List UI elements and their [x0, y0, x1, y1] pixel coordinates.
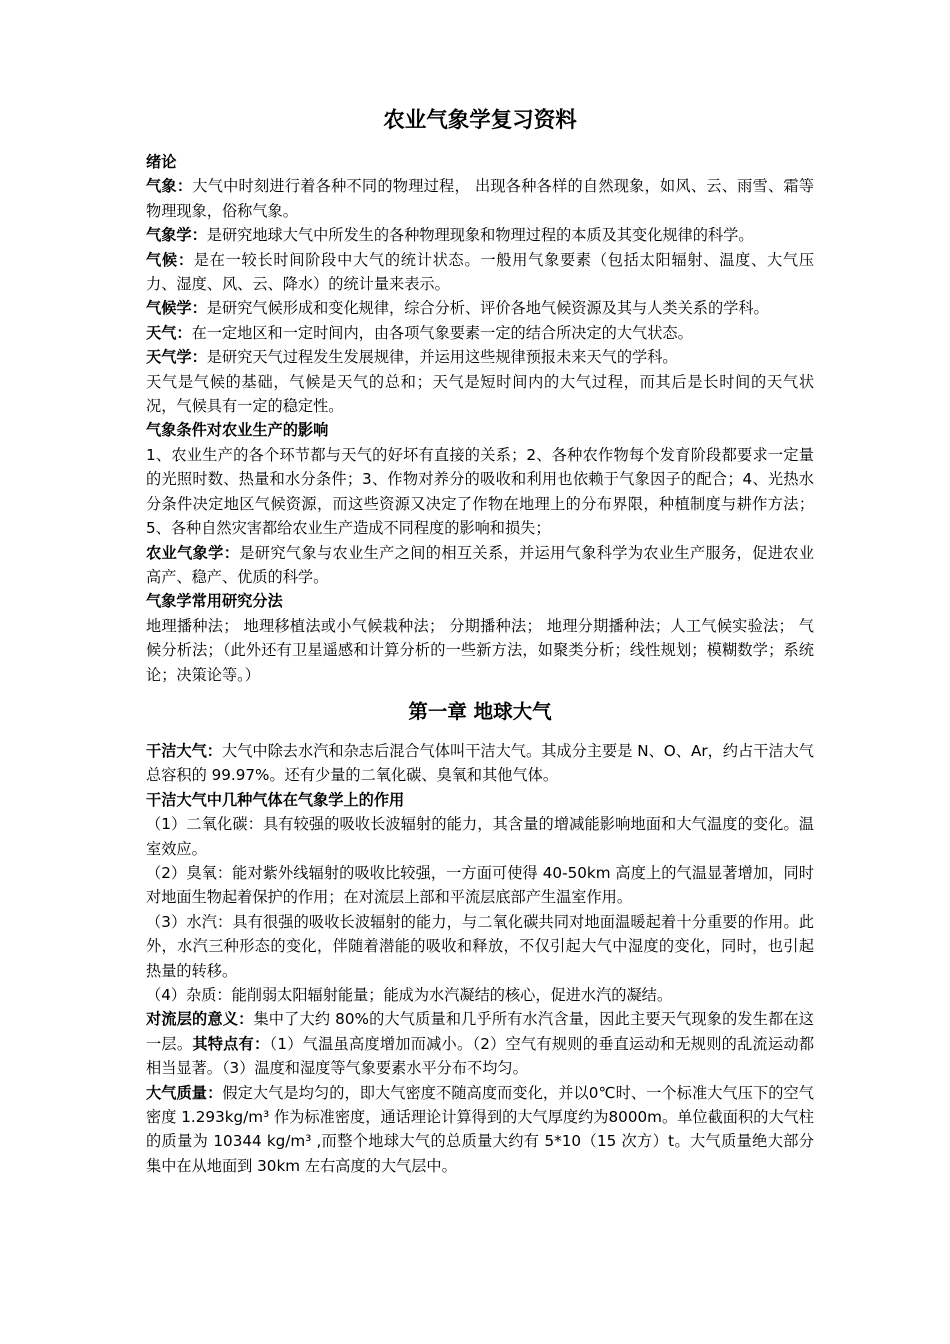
definition-text: 是研究气候形成和变化规律，综合分析、评价各地气候资源及其与人类关系的学科。 [206, 299, 769, 318]
gases-heading: 干洁大气中几种气体在气象学上的作用 [146, 790, 405, 809]
gas-item-ozone: （2）臭氧：能对紫外线辐射的吸收比较强，一方面可使得 40-50km 高度上的气温显著增加，同时对地面生物起着保护的作用；在对流层上部和平流层底部产生温室作用。 [146, 863, 814, 907]
chapter-title: 第一章 地球大气 [408, 699, 552, 723]
term-label: 气象： [146, 177, 193, 196]
gas-item-impurities: （4）杂质：能削弱太阳辐射能量；能成为水汽凝结的核心，促进水汽的凝结。 [146, 986, 673, 1004]
term-label: 天气： [146, 323, 192, 342]
weather-climate-relation: 天气是气候的基础，气候是天气的总和；天气是短时间内的大气过程，而其后是长时间的天气状况，气候具有一定的稳定性。 [146, 372, 814, 416]
term-label: 干洁大气： [146, 741, 222, 760]
gas-item-water-vapor: （3）水汽：具有很强的吸收长波辐射的能力，与二氧化碳共同对地面温暖起着十分重要的作用。此外，水汽三种形态的变化，伴随着潜能的吸收和释放，不仅引起大气中湿度的变化，同时，也引起热量的转移。 [146, 912, 814, 980]
term-label: 对流层的意义： [146, 1010, 254, 1029]
term-label: 大气质量： [146, 1083, 223, 1102]
influence-paragraph: 1、农业生产的各个环节都与天气的好坏有直接的关系；2、各种农作物每个发育阶段都要求一定量的光照时数、热量和水分条件；3、作物对养分的吸收和利用也依赖于气象因子的配合；4、光热水分条件决定地区气候资源，而这些资源又决定了作物在地理上的分布界限，种植制度与耕作方法；5、各种自然灾害都给农业生产造成不同程度的影响和损失； [146, 445, 814, 538]
definition-text: 假定大气是均匀的，即大气密度不随高度而变化，并以0℃时、一个标准大气压下的空气密度 1.293kg/m³ 作为标准密度，通话理论计算得到的大气厚度约为8000m。单位截面积的大气柱的质量为 10344 kg/m³ ,而整个地球大气的总质量大约有 5*10（15 次方）t。大气质量绝大部分集中在从地面到 30km 左右高度的大气层中。 [146, 1083, 814, 1175]
definition-text: 是在一较长时间阶段中大气的统计状态。一般用气象要素（包括太阳辐射、温度、大气压力、湿度、风、云、降水）的统计量来表示。 [146, 250, 815, 294]
definition-text: 在一定地区和一定时间内，由各项气象要素一定的结合所决定的大气状态。 [191, 323, 693, 342]
definition-qixiang [146, 174, 814, 223]
troposphere-paragraph [146, 1007, 814, 1080]
term-label: 气象学： [146, 226, 207, 245]
term-label: 其特点有： [192, 1034, 270, 1053]
definition-qixiangxue [146, 223, 814, 247]
definition-text: 集中了大约 80%的大气质量和几乎所有水汽含量，因此主要天气现象的发生都在这一层。 [146, 1010, 814, 1053]
term-label: 农业气象学： [146, 543, 240, 562]
methods-paragraph: 地理播种法； 地理移植法或小气候栽种法； 分期播种法； 地理分期播种法；人工气候实验法； 气候分析法；（此外还有卫星遥感和计算分析的一些新方法，如聚类分析；线性规划；模糊数学；系统论；决策论等。） [146, 616, 814, 684]
term-label: 天气学： [146, 348, 207, 367]
definition-text: 是研究气象与农业生产之间的相互关系，并运用气象科学为农业生产服务，促进农业高产、稳产、优质的科学。 [146, 543, 815, 586]
definition-dry-air [146, 739, 814, 788]
intro-heading: 绪论 [146, 153, 177, 171]
term-label: 气候： [146, 250, 194, 269]
document-page [146, 100, 814, 1178]
definition-agro-meteorology [146, 541, 814, 590]
definition-tianqixue [146, 345, 814, 369]
definition-tianqi [146, 321, 814, 345]
air-mass-paragraph [146, 1081, 814, 1179]
definition-text: 大气中时刻进行着各种不同的物理过程， 出现各种各样的自然现象，如风、云、雨雪、霜等物理现象，俗称气象。 [146, 177, 815, 220]
definition-qihou [146, 248, 814, 297]
document-title: 农业气象学复习资料 [383, 108, 577, 133]
gas-item-co2: （1）二氧化碳：具有较强的吸收长波辐射的能力，其含量的增减能影响地面和大气温度的变化。温室效应。 [146, 815, 814, 858]
term-label: 气候学： [146, 299, 207, 318]
definition-qihouxue [146, 296, 814, 320]
definition-text: 是研究地球大气中所发生的各种物理现象和物理过程的本质及其变化规律的科学。 [206, 226, 754, 245]
definition-text: 大气中除去水汽和杂志后混合气体叫干洁大气。其成分主要是 N、O、Ar，约占干洁大气总容积的 99.97%。还有少量的二氧化碳、臭氧和其他气体。 [146, 741, 814, 785]
methods-heading: 气象学常用研究分法 [146, 592, 283, 611]
definition-text: 是研究天气过程发生发展规律，并运用这些规律预报未来天气的学科。 [206, 348, 678, 367]
influence-heading: 气象条件对农业生产的影响 [146, 421, 329, 440]
definition-text: （1）气温虽高度增加而减小。（2）空气有规则的垂直运动和无规则的乱流运动都相当显著。（3）温度和湿度等气象要素水平分布不均匀。 [146, 1034, 815, 1078]
